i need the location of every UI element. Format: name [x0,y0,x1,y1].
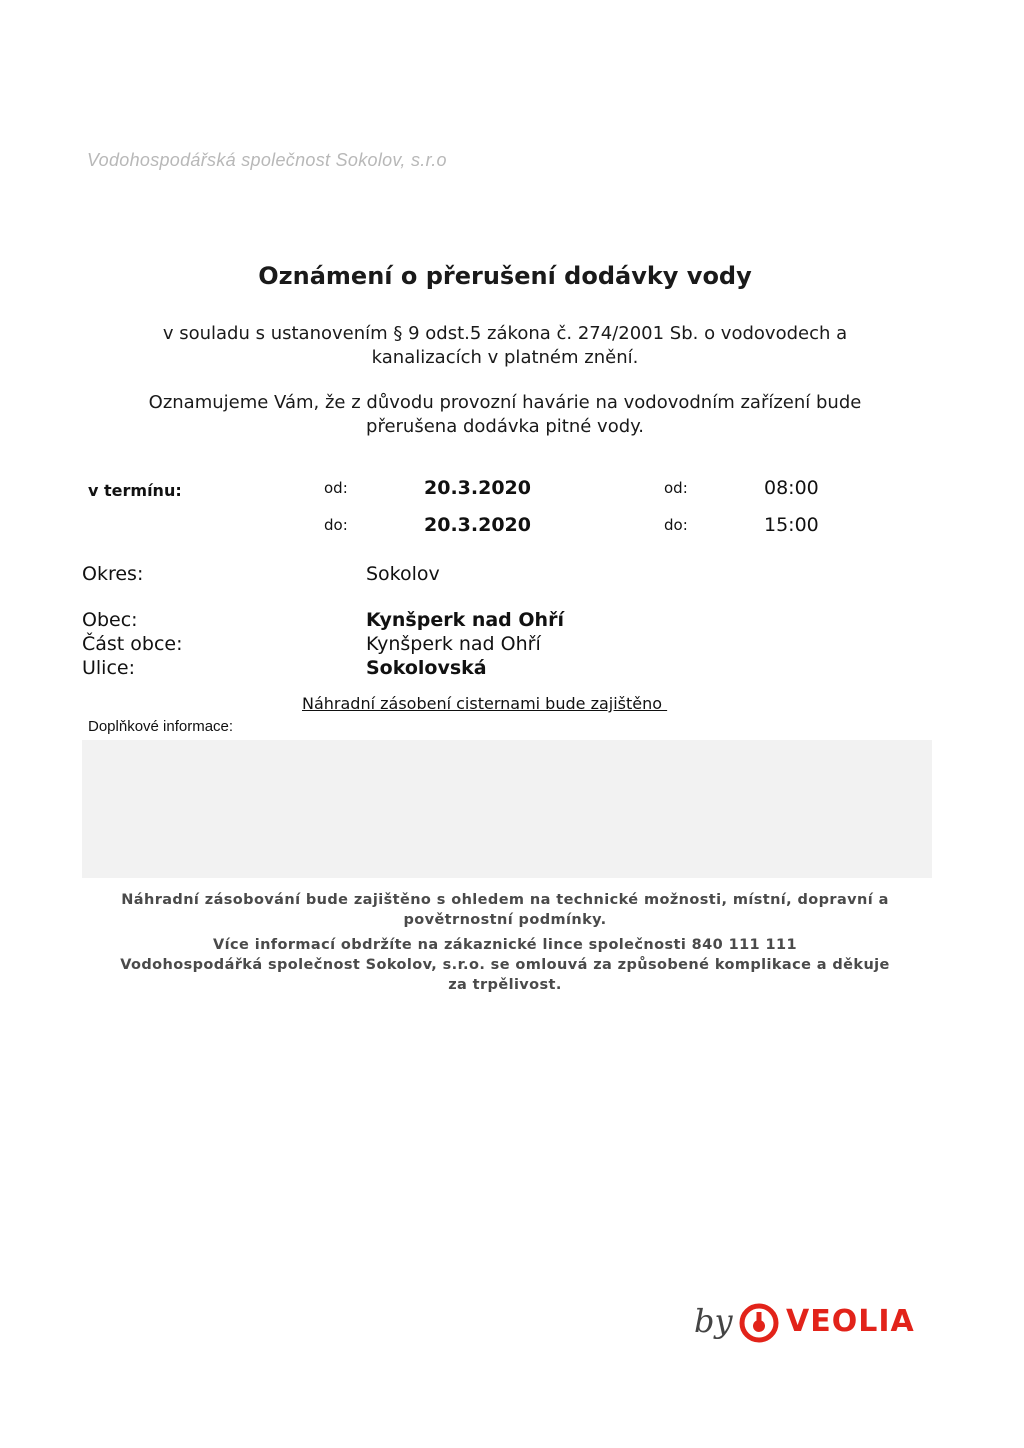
date-to-value: 20.3.2020 [424,514,531,536]
okres-label: Okres: [82,563,144,585]
obec-value: Kynšperk nad Ohří [366,609,564,631]
notice-text [100,391,910,439]
replacement-supply-note: Náhradní zásobení cisternami bude zajištěno [302,694,668,713]
veolia-mark-icon [738,1302,780,1344]
cast-obce-label: Část obce: [82,633,183,655]
notice-line-2: přerušena dodávka pitné vody. [366,416,644,437]
time-from-label: od: [664,479,688,497]
time-to-label: do: [664,516,688,534]
additional-info-box [82,740,932,878]
legal-line-2: kanalizacích v platném znění. [371,347,639,368]
company-header: Vodohospodářská společnost Sokolov, s.r.o [87,150,447,170]
page-title: Oznámení o přerušení dodávky vody [258,262,752,290]
schedule-label: v termínu: [88,481,182,500]
legal-reference [100,322,910,370]
logo-brand-text: VEOLIA [786,1304,915,1339]
notice-line-1: Oznamujeme Vám, že z důvodu provozní havárie na vodovodním zařízení bude [148,392,862,413]
veolia-logo [694,1300,934,1348]
date-from-value: 20.3.2020 [424,477,531,499]
ulice-label: Ulice: [82,657,136,679]
logo-by-text: by [694,1302,733,1340]
obec-label: Obec: [82,609,138,631]
additional-info-label: Doplňkové informace: [88,718,234,735]
time-from-value: 08:00 [764,477,819,499]
date-from-label: od: [324,479,348,497]
footer-line-2: povětrnostní podmínky. [403,912,607,928]
footer-line-5: za trpělivost. [448,977,562,993]
legal-line-1: v souladu s ustanovením § 9 odst.5 zákona č. 274/2001 Sb. o vodovodech a [162,323,848,344]
footer-line-4: Vodohospodářká společnost Sokolov, s.r.o. se omlouvá za způsobené komplikace a děkuje [120,957,890,973]
date-to-label: do: [324,516,348,534]
okres-value: Sokolov [366,563,440,585]
footer-notice [90,890,920,995]
footer-line-3: Více informací obdržíte na zákaznické lince společnosti 840 111 111 [213,937,797,953]
time-to-value: 15:00 [764,514,819,536]
footer-line-1: Náhradní zásobování bude zajištěno s ohledem na technické možnosti, místní, dopravní a [121,892,889,908]
ulice-value: Sokolovská [366,657,487,679]
cast-obce-value: Kynšperk nad Ohří [366,633,541,655]
